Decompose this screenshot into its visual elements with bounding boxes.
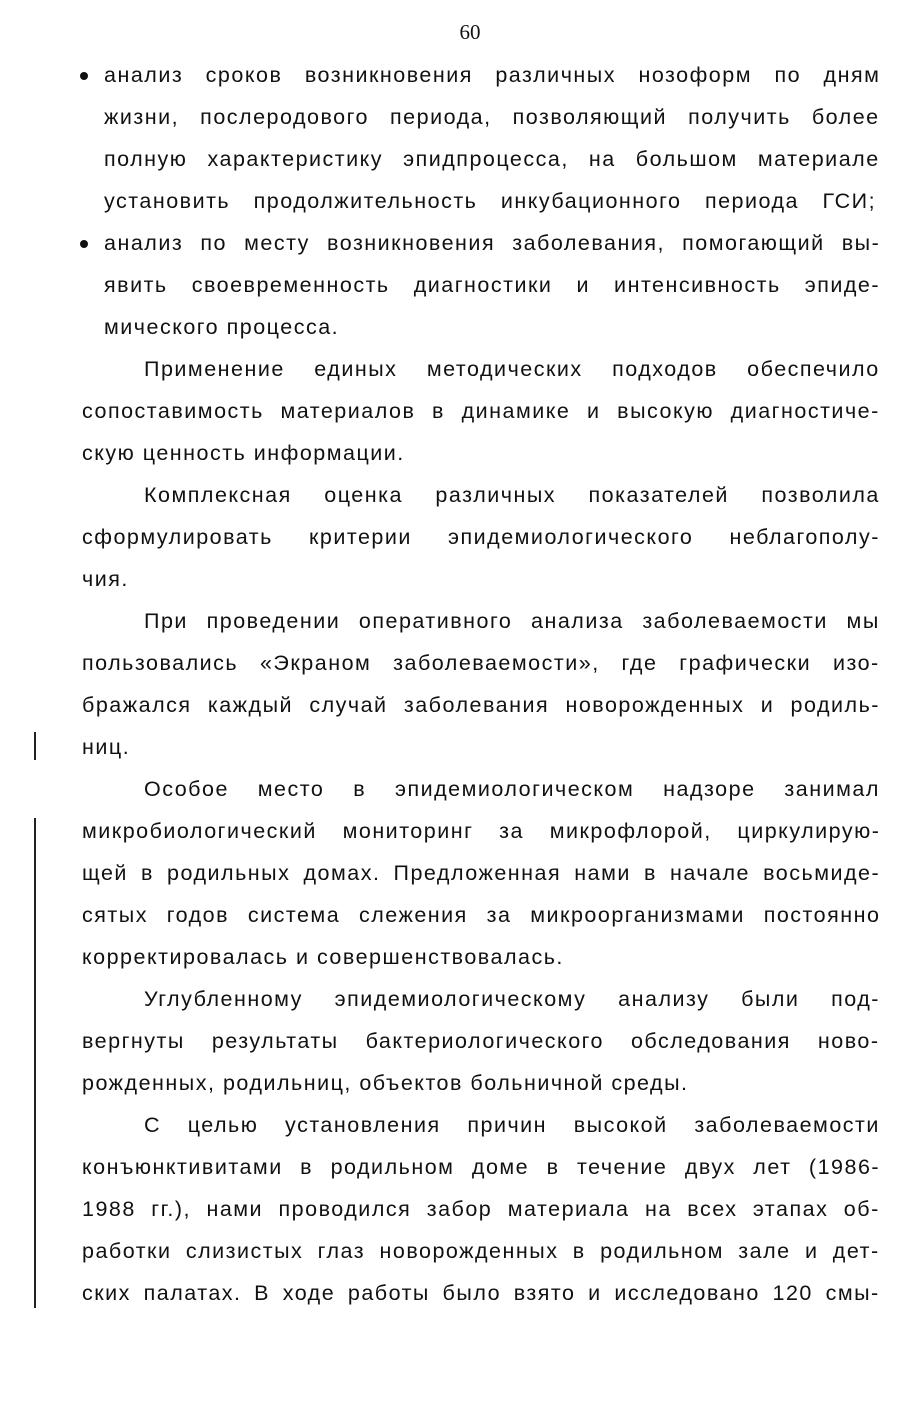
text-line: С целью установления причин высокой заболеваемости	[144, 1113, 880, 1137]
margin-mark	[34, 732, 36, 760]
text-line: микробиологический мониторинг за микрофлорой, циркулирую-	[82, 819, 881, 843]
text-line: установить продолжительность инкубационного периода ГСИ;	[104, 189, 877, 213]
text-line: Особое место в эпидемиологическом надзоре занимал	[144, 777, 880, 801]
text-line: чия.	[82, 567, 129, 591]
text-line: мического процесса.	[104, 315, 340, 339]
text-line: Углубленному эпидемиологическому анализу были под-	[144, 987, 880, 1011]
text-line: 1988 гг.), нами проводился забор материала на всех этапах об-	[82, 1197, 880, 1221]
margin-mark	[34, 818, 36, 1308]
text-line: сятых годов система слежения за микроорганизмами постоянно	[82, 903, 881, 927]
text-line: При проведении оперативного анализа заболеваемости мы	[144, 609, 880, 633]
text-line: работки слизистых глаз новорожденных в родильном зале и дет-	[82, 1239, 880, 1263]
text-line: вергнуты результаты бактериологического обследования ново-	[82, 1029, 880, 1053]
text-line: бражался каждый случай заболевания новорожденных и родиль-	[82, 693, 880, 717]
text-line: скую ценность информации.	[82, 441, 405, 465]
text-line: пользовались «Экраном заболеваемости», где графически изо-	[82, 651, 880, 675]
text-line: корректировалась и совершенствовалась.	[82, 945, 564, 969]
text-line: анализ сроков возникновения различных нозоформ по дням	[104, 63, 881, 87]
text-line: полную характеристику эпидпроцесса, на большом материале	[104, 147, 880, 171]
page-number: 60	[459, 20, 481, 44]
text-line: жизни, послеродового периода, позволяющий получить более	[104, 105, 880, 129]
text-line: щей в родильных домах. Предложенная нами в начале восьмиде-	[82, 861, 881, 885]
text-line: явить своевременность диагностики и интенсивность эпиде-	[104, 273, 881, 297]
bullet-icon	[80, 72, 88, 80]
text-line: рожденных, родильниц, объектов больничной среды.	[82, 1071, 689, 1095]
text-line: Применение единых методических подходов обеспечило	[144, 357, 880, 381]
text-line: Комплексная оценка различных показателей позволила	[144, 483, 880, 507]
text-line: ниц.	[82, 735, 131, 759]
text-line: анализ по месту возникновения заболевания, помогающий вы-	[104, 231, 881, 255]
text-line: конъюнктивитами в родильном доме в течение двух лет (1986-	[82, 1155, 881, 1179]
text-line: сопоставимость материалов в динамике и высокую диагностиче-	[82, 399, 880, 423]
bullet-icon	[80, 240, 88, 248]
text-line: сформулировать критерии эпидемиологического неблагополу-	[82, 525, 880, 549]
text-line: ских палатах. В ходе работы было взято и исследовано 120 смы-	[82, 1281, 880, 1305]
